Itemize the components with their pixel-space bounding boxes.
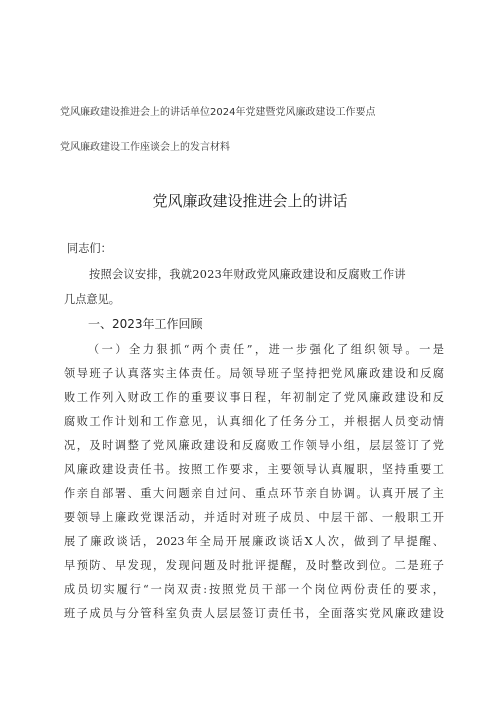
body-line: 作亲自部署、重大问题亲自过问、重点环节亲自协调。认真开展了主	[64, 487, 444, 500]
body-line: 要领导上廉政党课活动，并适时对班子成员、中层干部、一般职工开	[64, 511, 444, 524]
body-line: （一）全力狠抓“两个责任”，进一步强化了组织领导。一是	[88, 343, 444, 356]
header-line-2: 党风廉政建设工作座谈会上的发言材料	[60, 142, 230, 153]
body-line: 早预防、早发现，发现问题及时批评提醒，及时整改到位。二是班子	[64, 559, 444, 572]
body-line: 况，及时调整了党风廉政建设和反腐败工作领导小组，层层签订了党	[64, 439, 444, 452]
intro-line-1: 按照会议安排，我就2023年财政党风廉政建设和反腐败工作讲	[89, 268, 406, 281]
body-line: 成员切实履行“一岗双责:按照党员干部一个岗位两份责任的要求，	[64, 583, 444, 596]
body-paragraph	[64, 338, 444, 626]
body-line: 风廉政建设责任书。按照工作要求，主要领导认真履职，坚持重要工	[64, 463, 444, 476]
body-line: 展了廉政谈话，2023年全局开展廉政谈话X人次，做到了早提醒、	[64, 535, 444, 548]
document-title: 党风廉政建设推进会上的讲话	[152, 192, 348, 210]
salutation: 同志们：	[67, 242, 112, 255]
intro-line-2: 几点意见。	[64, 293, 120, 306]
body-line: 腐败工作计划和工作意见，认真细化了任务分工，并根据人员变动情	[64, 415, 444, 428]
body-line: 败工作列入财政工作的重要议事日程，年初制定了党风廉政建设和反	[64, 391, 444, 404]
section-heading: 一、2023年工作回顾	[88, 317, 203, 331]
body-line: 领导班子认真落实主体责任。局领导班子坚持把党风廉政建设和反腐	[64, 367, 444, 380]
body-line: 班子成员与分管科室负责人层层签订责任书，全面落实党风廉政建设	[64, 607, 444, 620]
header-line-1: 党风廉政建设推进会上的讲话单位2024年党建暨党风廉政建设工作要点	[60, 107, 376, 118]
